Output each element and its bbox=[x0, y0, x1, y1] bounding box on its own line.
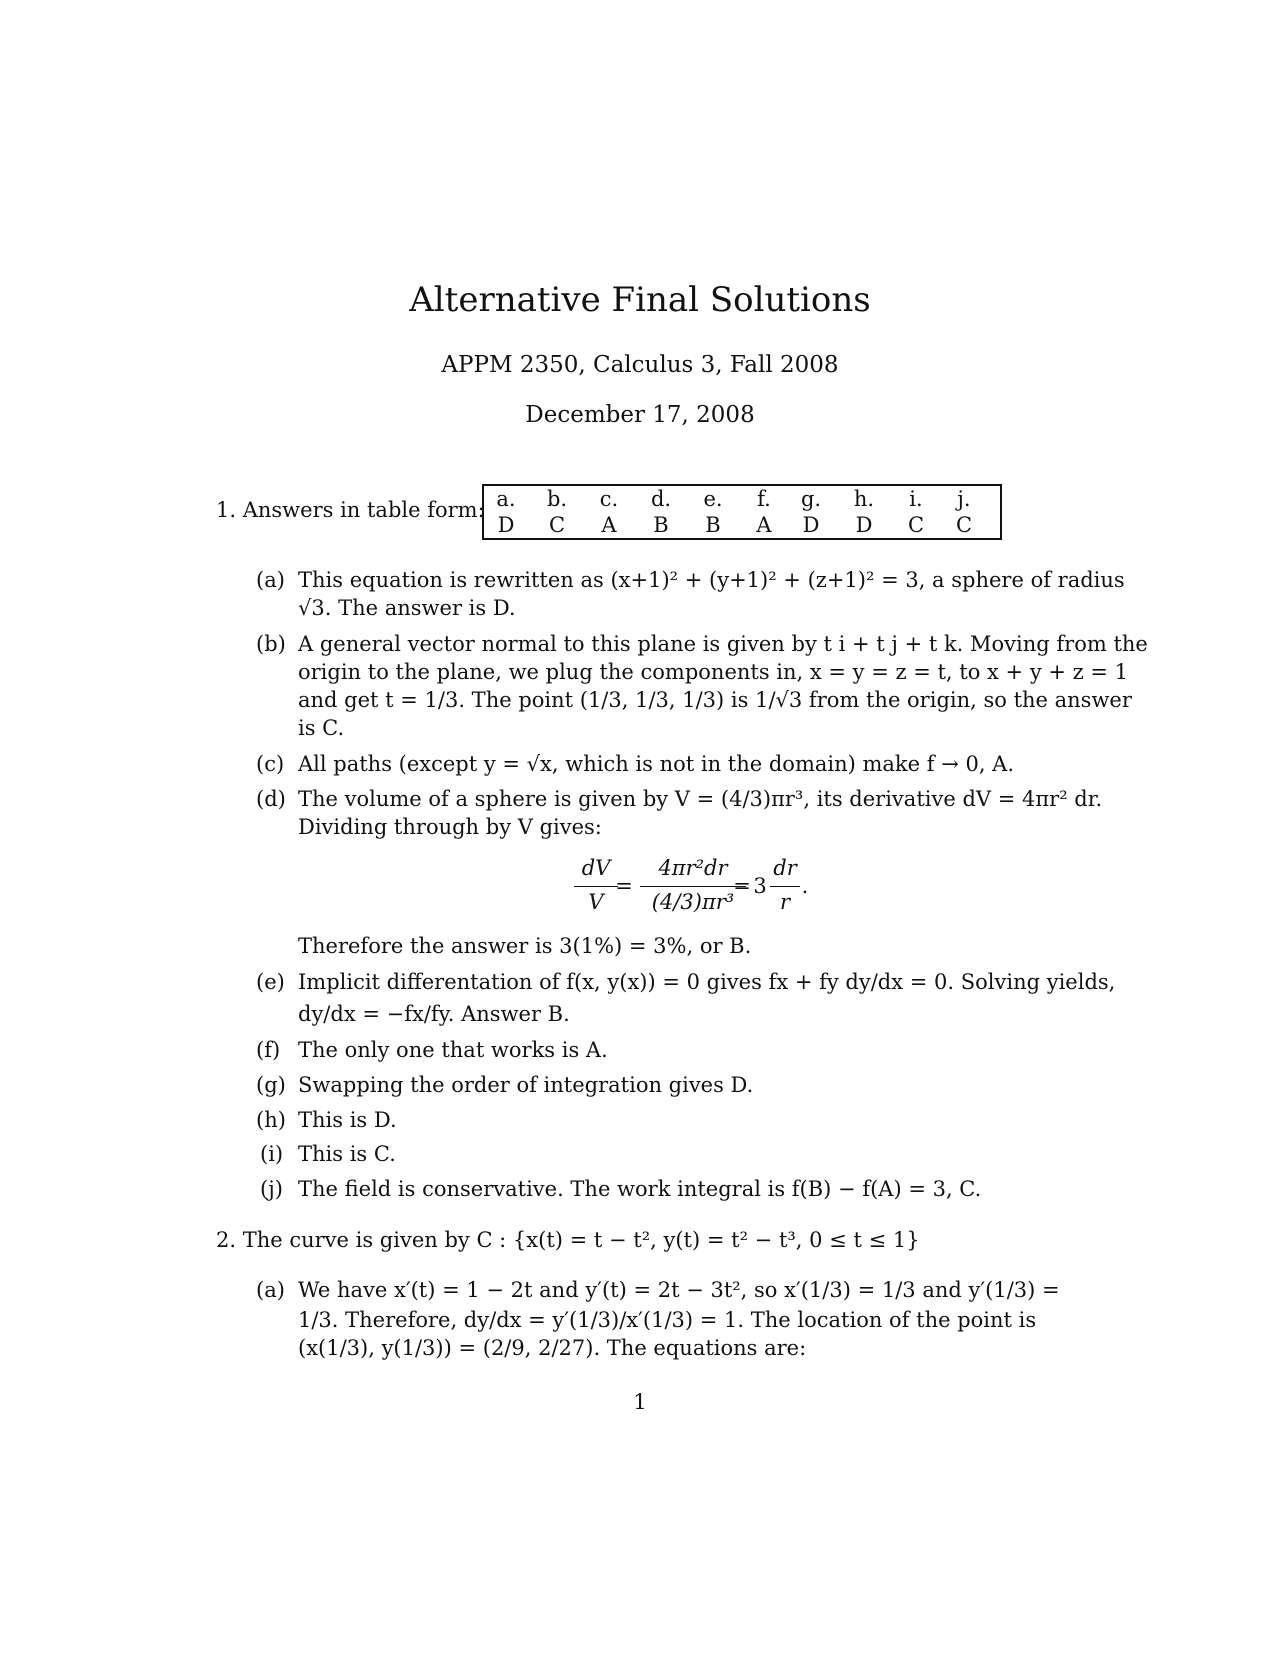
problem-1-label: 1. Answers in table form: bbox=[216, 498, 485, 522]
p2-part-a-line-2: 1/3. Therefore, dy/dx = y′(1/3)/x′(1/3) = 1. The location of the point is bbox=[298, 1308, 1037, 1332]
answer-letter: j. bbox=[957, 487, 971, 511]
part-c-line-1: All paths (except y = √x, which is not in the domain) make f → 0, A. bbox=[298, 752, 1015, 776]
answer-choice: A bbox=[756, 513, 772, 537]
frac-lhs-denominator: V bbox=[588, 890, 604, 914]
part-a-line-2: √3. The answer is D. bbox=[298, 596, 516, 620]
part-d-line-2: Dividing through by V gives: bbox=[298, 815, 602, 839]
document-title: Alternative Final Solutions bbox=[409, 280, 871, 320]
part-e-line-1: Implicit differentation of f(x, y(x)) = 0 gives fx + fy dy/dx = 0. Solving yields, bbox=[298, 970, 1116, 994]
frac-mid-numerator: 4πr²dr bbox=[658, 856, 728, 880]
equation-period: . bbox=[801, 874, 809, 898]
part-label: (d) bbox=[256, 787, 286, 811]
answer-letter: f. bbox=[757, 487, 771, 511]
answer-letter: e. bbox=[703, 487, 723, 511]
part-h-line-1: This is D. bbox=[298, 1108, 397, 1132]
answer-choice: C bbox=[907, 513, 925, 537]
part-g-line-1: Swapping the order of integration gives D. bbox=[298, 1073, 754, 1097]
p2-part-a-line-3: (x(1/3), y(1/3)) = (2/9, 2/27). The equations are: bbox=[298, 1336, 807, 1360]
answer-choice: D bbox=[497, 513, 515, 537]
answer-letter: c. bbox=[599, 487, 619, 511]
document-date: December 17, 2008 bbox=[525, 402, 755, 428]
equals-sign: = bbox=[733, 874, 751, 898]
part-i-line-1: This is C. bbox=[298, 1142, 396, 1166]
part-label: (i) bbox=[260, 1142, 284, 1166]
part-j-line-1: The field is conservative. The work integral is f(B) − f(A) = 3, C. bbox=[298, 1177, 982, 1201]
answer-letter: i. bbox=[909, 487, 923, 511]
part-d-line-1: The volume of a sphere is given by V = (4/3)πr³, its derivative dV = 4πr² dr. bbox=[298, 787, 1103, 811]
frac-lhs-numerator: dV bbox=[581, 856, 611, 880]
frac-rhs-numerator: dr bbox=[773, 856, 797, 880]
part-d-conclusion: Therefore the answer is 3(1%) = 3%, or B. bbox=[298, 934, 752, 958]
frac-mid-denominator: (4/3)πr³ bbox=[651, 890, 735, 914]
answer-choice: D bbox=[855, 513, 873, 537]
part-e-line-2: dy/dx = −fx/fy. Answer B. bbox=[298, 1002, 570, 1026]
part-b-line-3: and get t = 1/3. The point (1/3, 1/3, 1/3) is 1/√3 from the origin, so the answer bbox=[298, 688, 1132, 712]
part-b-line-2: origin to the plane, we plug the components in, x = y = z = t, to x + y + z = 1 bbox=[298, 660, 1129, 684]
part-label: (e) bbox=[256, 970, 285, 994]
answer-choice: D bbox=[802, 513, 820, 537]
frac-rhs-denominator: r bbox=[779, 890, 791, 914]
part-label: (g) bbox=[256, 1073, 286, 1097]
part-label: (a) bbox=[256, 1278, 285, 1302]
answer-letter: g. bbox=[800, 487, 822, 511]
part-label: (j) bbox=[260, 1177, 283, 1201]
part-label: (f) bbox=[256, 1038, 281, 1062]
equals-sign: = bbox=[615, 874, 633, 898]
answer-choice: B bbox=[705, 513, 721, 537]
part-b-line-4: is C. bbox=[298, 716, 345, 740]
answer-choice: C bbox=[548, 513, 566, 537]
coefficient: 3 bbox=[753, 874, 767, 898]
answer-table bbox=[482, 484, 1002, 540]
p2-part-a-line-1: We have x′(t) = 1 − 2t and y′(t) = 2t − 3t², so x′(1/3) = 1/3 and y′(1/3) = bbox=[298, 1278, 1060, 1302]
problem-2-label: 2. The curve is given by C : {x(t) = t − t², y(t) = t² − t³, 0 ≤ t ≤ 1} bbox=[216, 1228, 920, 1252]
page-number: 1 bbox=[633, 1390, 647, 1414]
answer-letter: a. bbox=[496, 487, 516, 511]
answer-choice: B bbox=[653, 513, 669, 537]
answer-choice: C bbox=[955, 513, 973, 537]
part-label: (a) bbox=[256, 568, 285, 592]
part-b-line-1: A general vector normal to this plane is given by t i + t j + t k. Moving from the bbox=[298, 632, 1148, 656]
answer-letter: h. bbox=[853, 487, 875, 511]
course-subtitle: APPM 2350, Calculus 3, Fall 2008 bbox=[441, 352, 839, 378]
part-a-line-1: This equation is rewritten as (x+1)² + (y+1)² + (z+1)² = 3, a sphere of radius bbox=[298, 568, 1125, 592]
part-label: (h) bbox=[256, 1108, 286, 1132]
frac-rhs-bar bbox=[770, 886, 800, 887]
part-label: (c) bbox=[256, 752, 285, 776]
answer-letter: d. bbox=[650, 487, 672, 511]
part-f-line-1: The only one that works is A. bbox=[298, 1038, 608, 1062]
answer-choice: A bbox=[601, 513, 617, 537]
part-label: (b) bbox=[256, 632, 286, 656]
answer-letter: b. bbox=[546, 487, 568, 511]
